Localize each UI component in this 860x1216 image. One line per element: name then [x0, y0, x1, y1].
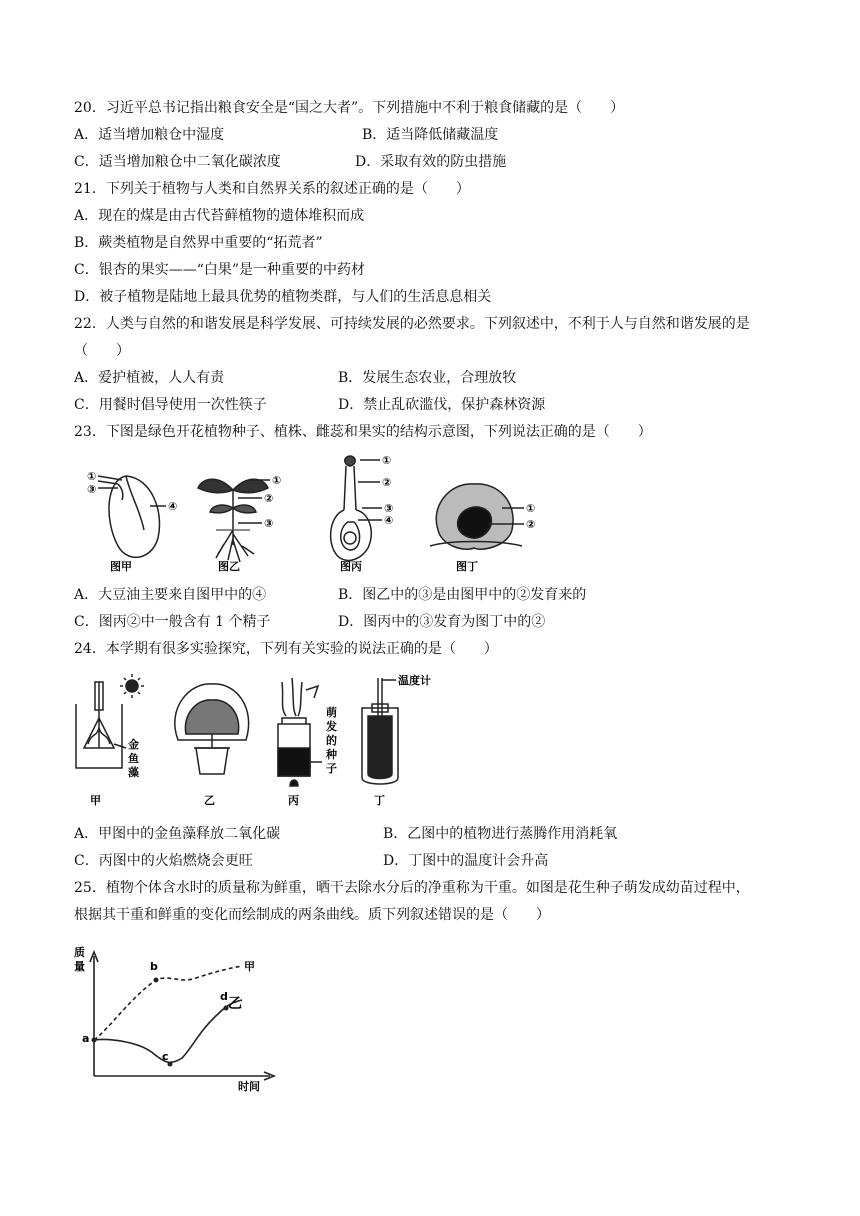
- q23-option-c: C．图丙②中一般含有 1 个精子: [74, 614, 271, 630]
- bing-mark-3: ③: [384, 502, 394, 515]
- goldfish-label-3: 藻: [128, 766, 139, 779]
- q22-option-b: B．发展生态农业，合理放牧: [338, 370, 517, 386]
- q20-option-c: C．适当增加粮仓中二氧化碳浓度: [74, 154, 281, 170]
- seeds-label-1: 萌: [326, 706, 337, 719]
- caption-24-bing: 丙: [288, 794, 299, 807]
- jia-mark-4: ④: [168, 500, 178, 513]
- caption-bing: 图丙: [340, 560, 362, 573]
- curve-jia: [94, 966, 242, 1040]
- seeds-label-4: 种: [326, 748, 337, 761]
- goldfish-label-2: 鱼: [128, 752, 139, 765]
- figure-yi-plant: [198, 479, 270, 562]
- q23-option-d: D．图丙中的③发育为图丁中的②: [338, 614, 546, 630]
- thermometer-label: 温度计: [398, 674, 431, 687]
- q20-option-d: D．采取有效的防虫措施: [355, 154, 507, 170]
- x-label: 时间: [238, 1080, 260, 1093]
- point-a-label: a: [82, 1032, 90, 1045]
- q25-graph: [70, 938, 290, 1098]
- q24-stem: 24．本学期有很多实验探究，下列有关实验的说法正确的是（ ）: [74, 641, 498, 657]
- q23-option-a: A．大豆油主要来自图甲中的④: [74, 587, 267, 603]
- point-c-label: c: [162, 1050, 169, 1063]
- bing-mark-2: ②: [382, 476, 392, 489]
- yi-mark-3: ③: [264, 517, 274, 530]
- seeds-label-3: 的: [326, 734, 337, 747]
- q22-option-a: A．爱护植被，人人有责: [74, 370, 225, 386]
- q22-stem: 22．人类与自然的和谐发展是科学发展、可持续发展的必然要求。下列叙述中，不利于人与自然和谐发展的是: [74, 316, 750, 332]
- caption-24-yi: 乙: [204, 794, 215, 807]
- caption-yi: 图乙: [218, 560, 240, 573]
- ding-mark-1: ①: [526, 502, 536, 515]
- point-b: [154, 978, 159, 983]
- q23-stem: 23．下图是绿色开花植物种子、植株、雌蕊和果实的结构示意图，下列说法正确的是（ ）: [74, 424, 652, 440]
- q21-option-b: B．蕨类植物是自然界中重要的“拓荒者”: [74, 235, 323, 251]
- q20-option-b: B．适当降低储藏温度: [362, 127, 499, 143]
- bing-mark-1: ①: [382, 454, 392, 467]
- q22-option-d: D．禁止乱砍滥伐，保护森林资源: [338, 397, 546, 413]
- seeds-label-2: 发: [326, 720, 337, 733]
- apparatus-ding: [362, 678, 398, 784]
- q22-option-c: C．用餐时倡导使用一次性筷子: [74, 397, 267, 413]
- ding-mark-2: ②: [526, 518, 536, 531]
- caption-jia: 图甲: [110, 560, 132, 573]
- jia-mark-1: ①: [87, 470, 97, 483]
- yi-mark-2: ②: [264, 492, 274, 505]
- yi-mark-1: ①: [272, 474, 282, 487]
- q20-option-a: A．适当增加粮仓中湿度: [74, 127, 225, 143]
- goldfish-label-1: 金: [128, 738, 139, 751]
- caption-ding: 图丁: [456, 560, 478, 573]
- y-label-2: 量: [74, 960, 85, 973]
- apparatus-bing: [278, 678, 322, 786]
- caption-24-ding: 丁: [374, 794, 385, 807]
- curve-jia-label: 甲: [244, 960, 255, 973]
- figure-bing-pistil: [331, 456, 382, 560]
- point-b-label: b: [150, 960, 158, 973]
- q23-figure: [78, 450, 578, 575]
- q20-stem: 20．习近平总书记指出粮食安全是“国之大者”。下列措施中不利于粮食储藏的是（ ）: [74, 100, 625, 116]
- figure-ding-fruit: [430, 484, 524, 549]
- q24-option-d: D．丁图中的温度计会升高: [383, 853, 549, 869]
- q24-option-a: A．甲图中的金鱼藻释放二氧化碳: [74, 826, 281, 842]
- q24-option-c: C．丙图中的火焰燃烧会更旺: [74, 853, 253, 869]
- point-d-label: d: [220, 990, 228, 1003]
- q24-option-b: B．乙图中的植物进行蒸腾作用消耗氧: [383, 826, 618, 842]
- figure-jia-seed: [98, 476, 166, 557]
- q21-option-a: A．现在的煤是由古代苔藓植物的遗体堆积而成: [74, 208, 365, 224]
- jia-mark-3: ③: [87, 483, 97, 496]
- q23-option-b: B．图乙中的③是由图甲中的②发育来的: [338, 587, 587, 603]
- q22-stem-cont: （ ）: [74, 343, 130, 359]
- q24-figure: [70, 668, 450, 808]
- apparatus-yi: [175, 684, 249, 774]
- q25-stem: 25．植物个体含水时的质量称为鲜重，晒干去除水分后的净重称为干重。如图是花生种子萌发成幼苗过程中，: [74, 880, 750, 896]
- point-a: [92, 1038, 97, 1043]
- q25-stem-cont: 根据其干重和鲜重的变化而绘制成的两条曲线。质下列叙述错误的是（ ）: [74, 907, 550, 923]
- y-label-1: 质: [74, 946, 85, 959]
- q21-option-d: D．被子植物是陆地上最具优势的植物类群，与人们的生活息息相关: [74, 289, 492, 305]
- seeds-label-5: 子: [326, 762, 337, 775]
- q21-stem: 21．下列关于植物与人类和自然界关系的叙述正确的是（ ）: [74, 181, 470, 197]
- curve-yi-label: 乙: [228, 996, 242, 1012]
- bing-mark-4: ④: [384, 514, 394, 527]
- q21-option-c: C．银杏的果实——“白果”是一种重要的中药材: [74, 262, 366, 278]
- caption-24-jia: 甲: [90, 794, 101, 807]
